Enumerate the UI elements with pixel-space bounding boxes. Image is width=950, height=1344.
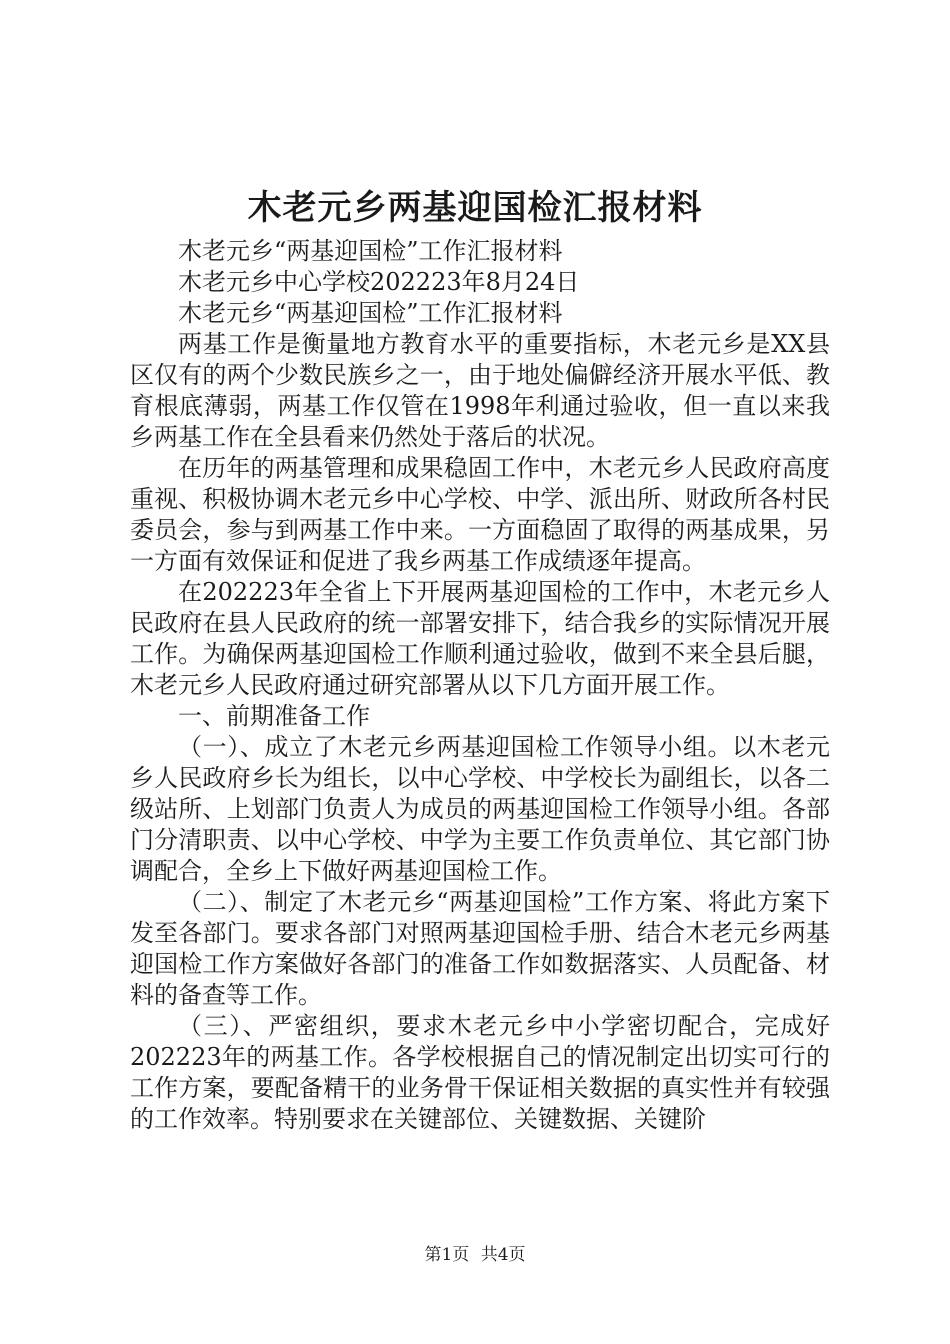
- body-paragraph: 两基工作是衡量地方教育水平的重要指标，木老元乡是XX县区仅有的两个少数民族乡之一，由于地处偏僻经济开展水平低、教育根底薄弱，两基工作仅管在1998年利通过验收，但一直以来我乡两基工作在全县看来仍然处于落后的状况。: [130, 330, 830, 451]
- page-footer: [0, 1244, 950, 1266]
- page-total: 共4页: [480, 1245, 526, 1265]
- body-paragraph: （三）、严密组织，要求木老元乡中小学密切配合，完成好202223年的两基工作。各学校根据自己的情况制定出切实可行的工作方案，要配备精干的业务骨干保证相关数据的真实性并有较强的工作效率。特别要求在关键部位、关键数据、关键阶: [130, 1012, 830, 1133]
- body-paragraph: 在历年的两基管理和成果稳固工作中，木老元乡人民政府高度重视、积极协调木老元乡中心学校、中学、派出所、财政所各村民委员会，参与到两基工作中来。一方面稳固了取得的两基成果，另一方面有效保证和促进了我乡两基工作成绩逐年提高。: [130, 454, 830, 575]
- body-paragraph: （一）、成立了木老元乡两基迎国检工作领导小组。以木老元乡人民政府乡长为组长，以中心学校、中学校长为副组长，以各二级站所、上划部门负责人为成员的两基迎国检工作领导小组。各部门分清职责、以中心学校、中学为主要工作负责单位、其它部门协调配合，全乡上下做好两基迎国检工作。: [130, 733, 830, 885]
- page-number: 第1页: [424, 1245, 470, 1265]
- subtitle-line: 木老元乡“两基迎国检”工作汇报材料: [178, 237, 563, 265]
- body-paragraph: 在202223年全省上下开展两基迎国检的工作中，木老元乡人民政府在县人民政府的统一部署安排下，结合我乡的实际情况开展工作。为确保两基迎国检工作顺利通过验收，做到不来全县后腿，木老元乡人民政府通过研究部署从以下几方面开展工作。: [130, 578, 830, 699]
- author-date-line: 木老元乡中心学校202223年8月24日: [178, 268, 580, 296]
- section-heading: 一、前期准备工作: [178, 702, 370, 730]
- document-body: [130, 236, 830, 1135]
- document-title: 木老元乡两基迎国检汇报材料: [247, 188, 703, 228]
- body-paragraph: （二）、制定了木老元乡“两基迎国检”工作方案、将此方案下发至各部门。要求各部门对照两基迎国检手册、结合木老元乡两基迎国检工作方案做好各部门的准备工作如数据落实、人员配备、材料的备查等工作。: [130, 888, 830, 1009]
- subtitle-line-repeat: 木老元乡“两基迎国检”工作汇报材料: [178, 299, 563, 327]
